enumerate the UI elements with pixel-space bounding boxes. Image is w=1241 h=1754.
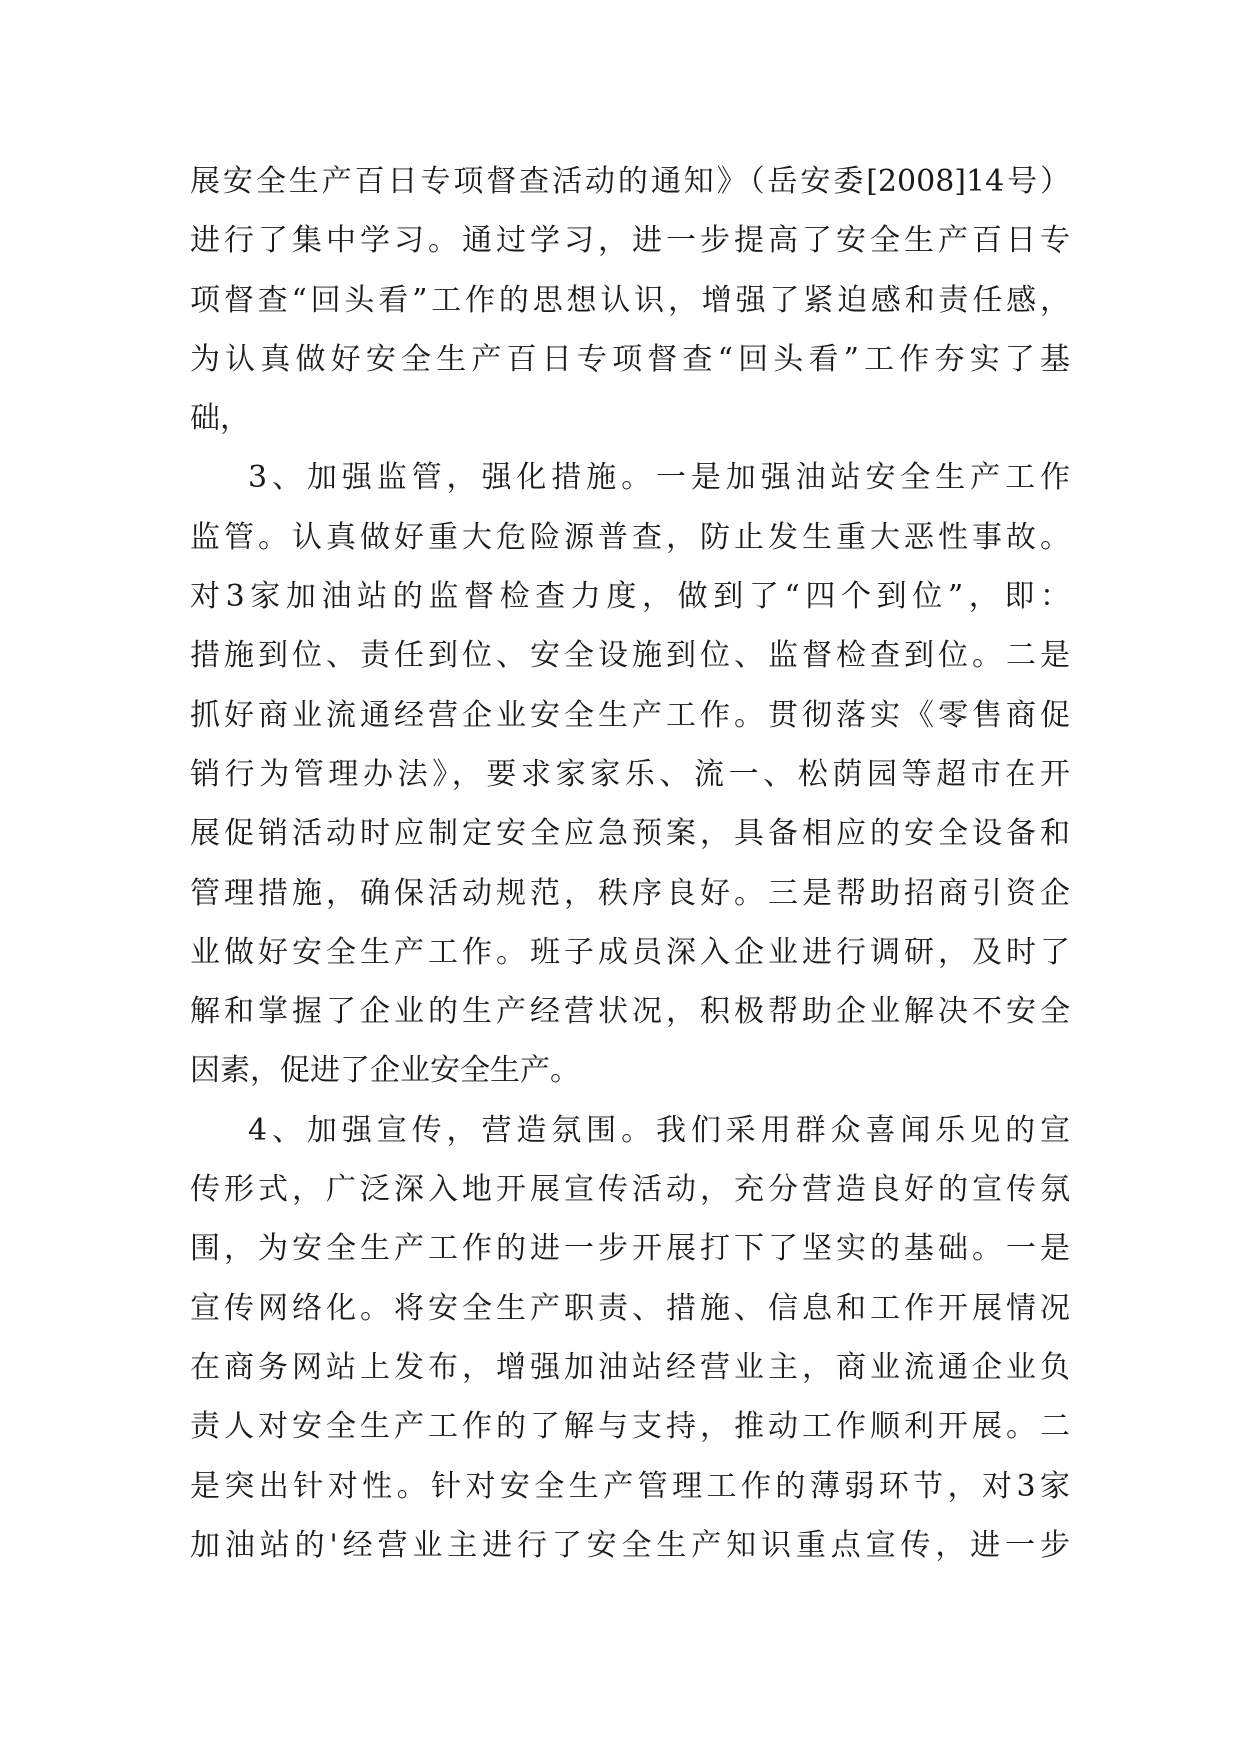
- text-line: 展促销活动时应制定安全应急预案，具备相应的安全设备和: [190, 816, 1070, 852]
- text-line: 在商务网站上发布，增强加油站经营业主，商业流通企业负: [190, 1349, 1070, 1385]
- text-line: 传形式，广泛深入地开展宣传活动，充分营造良好的宣传氛: [190, 1172, 1070, 1208]
- text-line: 4、加强宣传，营造氛围。我们采用群众喜闻乐见的宣: [248, 1112, 1070, 1148]
- text-line: 对3家加油站的监督检查力度，做到了“四个到位”，即：: [190, 579, 1070, 615]
- text-line: 础，: [190, 401, 250, 437]
- text-line: 项督查“回头看”工作的思想认识，增强了紧迫感和责任感，: [190, 282, 1070, 318]
- text-line: 销行为管理办法》，要求家家乐、流一、松荫园等超市在开: [190, 756, 1070, 792]
- text-line: 宣传网络化。将安全生产职责、措施、信息和工作开展情况: [190, 1290, 1070, 1326]
- text-line: 是突出针对性。针对安全生产管理工作的薄弱环节，对3家: [190, 1468, 1070, 1504]
- text-line: 业做好安全生产工作。班子成员深入企业进行调研，及时了: [190, 934, 1070, 970]
- text-line: 为认真做好安全生产百日专项督查“回头看”工作夯实了基: [190, 341, 1070, 377]
- text-line: 抓好商业流通经营企业安全生产工作。贯彻落实《零售商促: [190, 697, 1070, 733]
- text-line: 责人对安全生产工作的了解与支持，推动工作顺利开展。二: [190, 1409, 1070, 1445]
- text-line: 加油站的'经营业主进行了安全生产知识重点宣传，进一步: [190, 1527, 1070, 1563]
- text-line: 措施到位、责任到位、安全设施到位、监督检查到位。二是: [190, 638, 1070, 674]
- text-line: 进行了集中学习。通过学习，进一步提高了安全生产百日专: [190, 223, 1070, 259]
- text-line: 解和掌握了企业的生产经营状况，积极帮助企业解决不安全: [190, 994, 1070, 1030]
- text-line: 3、加强监管，强化措施。一是加强油站安全生产工作: [248, 460, 1070, 496]
- document-body: [190, 152, 1070, 1575]
- text-line: 管理措施，确保活动规范，秩序良好。三是帮助招商引资企: [190, 875, 1070, 911]
- text-line: 因素，促进了企业安全生产。: [190, 1053, 580, 1089]
- text-line: 围，为安全生产工作的进一步开展打下了坚实的基础。一是: [190, 1231, 1070, 1267]
- text-line: 展安全生产百日专项督查活动的通知》（岳安委[2008]14号）: [190, 164, 1070, 199]
- text-line: 监管。认真做好重大危险源普查，防止发生重大恶性事故。: [190, 519, 1070, 555]
